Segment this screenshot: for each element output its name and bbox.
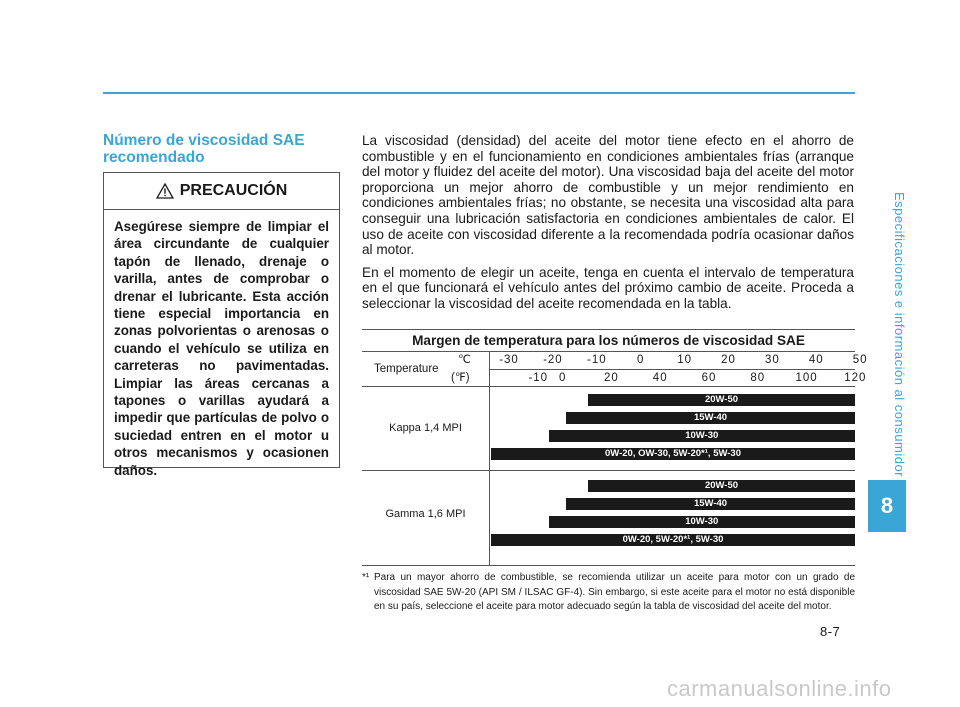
footnote-text: Para un mayor ahorro de combustible, se recomienda utilizar un aceite para motor con un grado de viscosidad SAE 5W-20 (API SM / ILSAC GF-4). Sin embargo, si este aceite para el motor no está disponible en su país, seleccione el aceite para motor adecuado según la tabla de viscosidad del aceite del motor. bbox=[374, 572, 855, 612]
caution-header bbox=[104, 173, 339, 210]
viscosity-bar: 10W-30 bbox=[549, 516, 855, 528]
celsius-scale bbox=[490, 351, 868, 370]
table-divider-engines bbox=[362, 470, 855, 471]
footnote bbox=[362, 571, 855, 615]
section-title: Número de viscosidad SAE recomendado bbox=[103, 132, 305, 166]
watermark: carmanualsonline.info bbox=[667, 676, 892, 701]
table-divider-vertical bbox=[489, 351, 490, 566]
celsius-tick: 0 bbox=[636, 354, 645, 366]
table-title: Margen de temperatura para los números de viscosidad SAE bbox=[362, 330, 855, 352]
chapter-tab[interactable]: 8 bbox=[868, 480, 906, 532]
fahrenheit-tick: 80 bbox=[750, 372, 766, 384]
warning-triangle-icon bbox=[156, 183, 174, 199]
viscosity-bar: 10W-30 bbox=[549, 430, 855, 442]
fahrenheit-scale bbox=[490, 369, 867, 387]
celsius-tick: 40 bbox=[808, 354, 824, 366]
celsius-tick: 10 bbox=[677, 354, 692, 366]
fahrenheit-tick: 100 bbox=[795, 372, 818, 384]
caution-heading: PRECAUCIÓN bbox=[179, 182, 288, 199]
fahrenheit-tick: 20 bbox=[604, 372, 619, 384]
temperature-row-label: Temperature bbox=[374, 363, 439, 375]
viscosity-bar: 20W-50 bbox=[588, 480, 855, 492]
celsius-tick: -10 bbox=[586, 354, 607, 366]
viscosity-temperature-table bbox=[362, 329, 868, 566]
celsius-unit: ℃ bbox=[458, 354, 471, 366]
viscosity-bar: 0W-20, OW-30, 5W-20*¹, 5W-30 bbox=[491, 448, 855, 460]
engine-label: Gamma 1,6 MPI bbox=[385, 508, 466, 520]
caution-box bbox=[103, 172, 340, 478]
celsius-tick: 20 bbox=[721, 354, 736, 366]
fahrenheit-tick: 0 bbox=[558, 372, 567, 384]
celsius-tick: 30 bbox=[764, 354, 780, 366]
body-paragraph-2: En el momento de elegir un aceite, tenga en cuenta el intervalo de temperatura en el que funcionará el vehículo antes del próximo cambio de aceite. Proceda a seleccionar la viscosidad del aceite recomendada en la tabla. bbox=[362, 264, 854, 311]
viscosity-bar: 15W-40 bbox=[566, 412, 855, 424]
body-paragraph-1: La viscosidad (densidad) del aceite del motor tiene efecto en el ahorro de combustible y en el funcionamiento en condiciones ambientales frías (arranque del motor y fluidez del aceite del motor). Una viscosidad baja del aceite del motor proporciona un mejor ahorro de combustible y un mejor rendimiento en condiciones ambientales frías; no obstante, se necesita una viscosidad alta para conseguir una lubricación satisfactoria en condiciones ambientales de calor. El uso de aceite con viscosidad diferente a la recomendada podría ocasionar daños al motor. bbox=[362, 133, 854, 258]
body-text bbox=[362, 133, 854, 319]
viscosity-bar: 0W-20, 5W-20*¹, 5W-30 bbox=[491, 534, 855, 546]
engine-label: Kappa 1,4 MPI bbox=[389, 422, 462, 434]
page-number: 8-7 bbox=[820, 624, 841, 639]
viscosity-bar: 20W-50 bbox=[588, 394, 855, 406]
table-divider-scale bbox=[362, 386, 855, 387]
fahrenheit-tick: -10 bbox=[528, 372, 549, 384]
fahrenheit-tick: 40 bbox=[652, 372, 668, 384]
fahrenheit-unit: (℉) bbox=[451, 372, 470, 384]
footnote-mark: *¹ bbox=[362, 572, 370, 583]
fahrenheit-tick: 60 bbox=[701, 372, 717, 384]
celsius-tick: -20 bbox=[543, 354, 563, 366]
fahrenheit-tick: 120 bbox=[844, 372, 867, 384]
chapter-side-label: Especificaciones e información al consumidor bbox=[891, 191, 907, 477]
celsius-tick: -30 bbox=[499, 354, 519, 366]
viscosity-bar: 15W-40 bbox=[566, 498, 855, 510]
header-rule bbox=[103, 92, 855, 94]
caution-text: Asegúrese siempre de limpiar el área circundante de cualquier tapón de llenado, drenaje o varilla, antes de comprobar o drenar el lubricante. Esta acción tiene especial importancia en zonas polvorientas o arenosas o cuando el vehículo se utiliza en carreteras no pavimentadas. Limpiar las áreas cercanas a tapones o varillas ayudará a impedir que partículas de polvo o suciedad entren en el motor u otros mecanismos y ocasionen daños. bbox=[114, 219, 329, 478]
celsius-tick: 50 bbox=[852, 354, 868, 366]
